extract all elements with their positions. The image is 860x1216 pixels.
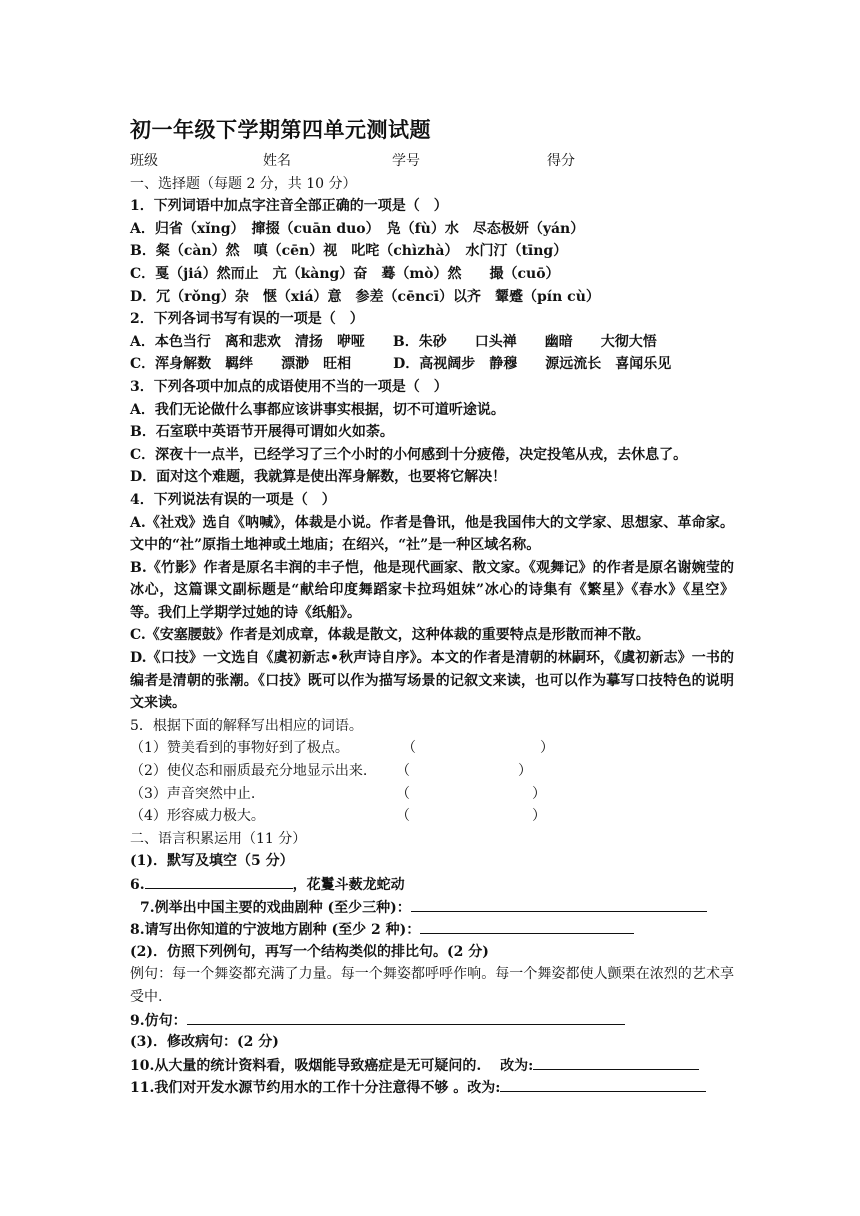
question-1-stem: 1．下列词语中加点字注音全部正确的一项是（ ） [130,198,448,215]
student-number-label: 学号 [392,153,420,169]
question-3-stem: 3．下列各项中加点的成语使用不当的一项是（ ） [130,378,448,395]
answer-paren-open[interactable]: （ [396,785,410,802]
question-1-option-d: D．冗（rǒng）杂 惬（xiá）意 参差（cēncī）以齐 颦蹙（pín cù） [130,288,600,305]
answer-paren-close: ） [532,785,546,802]
question-8-blank[interactable] [420,918,634,934]
section-1-heading: 一、选择题（每题 2 分，共 10 分） [130,175,357,192]
answer-paren-close: ） [518,763,532,780]
question-4-option-d: D.《口技》一文选自《虞初新志•秋声诗自序》。本文的作者是清朝的林嗣环，《虞初新志》一书的编者是清朝的张潮。《口技》既可以作为描写场景的记叙文来读，也可以作为摹写口技特色的说明文来读。 [130,650,734,712]
score-label: 得分 [547,153,575,169]
answer-paren-open[interactable]: （ [396,763,410,780]
part-3-heading: (3)．修改病句：(2 分) [130,1034,279,1051]
question-2-options-ab: A．本色当行 离和悲欢 清扬 咿哑 B．朱砂 口头禅 幽暗 大彻大悟 [130,333,657,350]
answer-paren-close: ） [540,740,554,757]
part-1-heading: (1)．默写及填空（5 分） [130,853,294,870]
question-5-item-2: （2）使仪态和丽质最充分地显示出来. （ ） [130,760,734,783]
question-1-option-b: B．粲（càn）然 嗔（cēn）视 叱咤（chìzhà） 水门汀（tīng） [130,243,568,260]
question-5-item-4: （4）形容威力极大。 （ ） [130,805,734,828]
exam-content [130,150,734,1099]
page-title: 初一年级下学期第四单元测试题 [130,117,431,142]
name-label: 姓名 [263,153,291,169]
question-3-option-b: B．石室联中英语节开展得可谓如火如荼。 [130,424,394,441]
answer-paren-open[interactable]: （ [396,808,410,825]
question-5-item-1: （1）赞美看到的事物好到了极点。 （ ） [130,737,734,760]
question-7-blank[interactable] [411,896,707,912]
question-4-option-a: A.《社戏》选自《呐喊》，体裁是小说。作者是鲁讯，他是我国伟大的文学家、思想家、革命家。文中的“社”原指土地神或土地庙；在绍兴，“社”是一种区域名称。 [130,514,734,554]
question-3-option-c: C．深夜十一点半，已经学习了三个小时的小何感到十分疲倦，决定投笔从戎，去休息了。 [130,446,688,463]
example-sentence: 例句：每一个舞姿都充满了力量。每一个舞姿都呼呼作响。每一个舞姿都使人颤栗在浓烈的艺术享受中. [130,966,734,1005]
question-11: 11.我们对开发水源节约用水的工作十分注意得不够 。改为: [130,1076,734,1099]
question-5-item-3: （3）声音突然中止. （ ） [130,783,734,806]
question-10-blank[interactable] [533,1054,699,1070]
answer-paren-close: ） [532,808,546,825]
class-label: 班级 [130,153,158,169]
question-2-options-cd: C．浑身解数 羁绊 漂渺 旺相 D．高视阔步 静穆 源远流长 喜闻乐见 [130,356,672,373]
question-3-option-d: D．面对这个难题，我就算是使出浑身解数，也要将它解决！ [130,469,507,486]
question-4-option-b: B.《竹影》作者是原名丰润的丰子恺，他是现代画家、散文家。《观舞记》的作者是原名谢婉莹的冰心，这篇课文副标题是“献给印度舞蹈家卡拉玛姐妹”冰心的诗集有《繁星》《春水》《星空》等。我们上学期学过她的诗《纸船》。 [130,559,734,621]
question-11-blank[interactable] [500,1076,706,1092]
answer-paren-open[interactable]: （ [402,740,416,757]
question-2-stem: 2．下列各词书写有误的一项是（ ） [130,311,364,328]
question-9: 9.仿句： [130,1009,734,1032]
question-6-blank[interactable] [145,873,293,889]
question-3-option-a: A．我们无论做什么事都应该讲事实根据，切不可道听途说。 [130,401,505,418]
question-1-option-a: A．归省（xǐng） 撺掇（cuān duo） 凫（fù）水 尽态极妍（yán） [130,220,585,237]
question-4-option-c: C.《安塞腰鼓》作者是刘成章，体裁是散文，这种体裁的重要特点是形散而神不散。 [130,627,650,644]
question-6: 6. ，花鬘斗薮龙蛇动 [130,873,734,896]
question-7: 7.例举出中国主要的戏曲剧种 (至少三种)： [130,896,734,919]
question-1-option-c: C．戛（jiá）然而止 亢（kàng）奋 蓦（mò）然 撮（cuō） [130,265,560,282]
question-10: 10.从大量的统计资料看，吸烟能导致癌症是无可疑问的. 改为: [130,1054,734,1077]
question-5-stem: 5．根据下面的解释写出相应的词语。 [130,717,363,734]
section-2-heading: 二、语言积累运用（11 分） [130,830,307,847]
student-info-row [130,150,734,173]
question-9-blank[interactable] [187,1009,625,1025]
question-4-stem: 4．下列说法有误的一项是（ ） [130,491,336,508]
question-8: 8.请写出你知道的宁波地方剧种 (至少 2 种)： [130,918,734,941]
part-2-heading: (2)．仿照下列例句，再写一个结构类似的排比句。(2 分) [130,943,489,960]
